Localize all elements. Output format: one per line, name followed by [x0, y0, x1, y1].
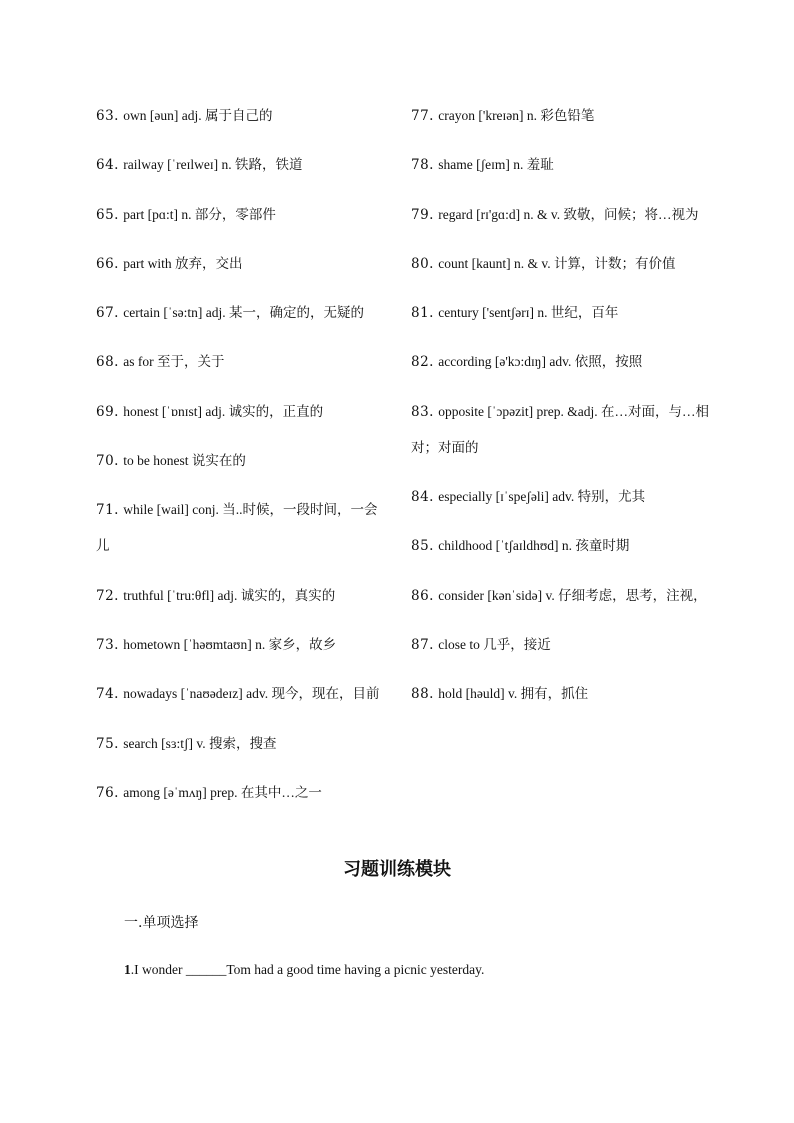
entry-text: own [əun] adj. 属于自己的 — [123, 108, 273, 123]
vocab-entry-65 — [96, 197, 386, 233]
entry-text: while [wail] conj. 当..时候，一段时间，一会儿 — [96, 502, 378, 554]
vocab-entry-71 — [96, 492, 386, 564]
entry-number: 76. — [96, 784, 119, 801]
vocab-entry-69 — [96, 394, 386, 430]
subsection-title: 一.单项选择 — [124, 915, 199, 931]
entry-number: 83. — [411, 403, 434, 420]
entry-number: 80. — [411, 255, 434, 272]
entry-number: 81. — [411, 305, 434, 322]
entry-number: 84. — [411, 489, 434, 506]
entry-number: 74. — [96, 686, 119, 703]
entry-number: 68. — [96, 354, 119, 371]
entry-text: shame [ʃeɪm] n. 羞耻 — [438, 157, 554, 173]
entry-number: 70. — [96, 453, 119, 470]
vocab-entry-85 — [411, 528, 711, 564]
entry-number: 66. — [96, 255, 119, 272]
vocab-entry-75 — [96, 726, 386, 762]
entry-text: as for 至于，关于 — [123, 354, 225, 370]
entry-text: railway [ˈreɪlweɪ] n. 铁路，铁道 — [123, 157, 303, 173]
vocab-entry-70 — [96, 443, 386, 479]
entry-number: 77. — [411, 108, 434, 124]
vocab-entry-76 — [96, 775, 386, 811]
entry-number: 79. — [411, 206, 434, 223]
entry-number: 85. — [411, 538, 434, 555]
entry-number: 63. — [96, 108, 119, 124]
vocab-entry-80 — [411, 246, 711, 282]
entry-number: 86. — [411, 587, 434, 604]
vocab-entry-68 — [96, 344, 386, 380]
vocab-entry-74 — [96, 676, 386, 712]
vocab-entry-81 — [411, 295, 711, 331]
entry-text: hometown [ˈhəʊmtaʊn] n. 家乡，故乡 — [123, 636, 337, 652]
entry-text: according [ə'kɔ:dɪŋ] adv. 依照，按照 — [438, 354, 643, 370]
vocab-entry-63 — [96, 98, 386, 134]
question-text: .I wonder ______Tom had a good time having a picnic yesterday. — [130, 962, 485, 977]
entry-text: hold [həuld] v. 拥有，抓住 — [438, 686, 589, 702]
vocab-entry-64 — [96, 147, 386, 183]
entry-text: childhood [ˈtʃaɪldhʊd] n. 孩童时期 — [438, 538, 630, 554]
entry-number: 69. — [96, 403, 119, 420]
question-number: 1 — [124, 962, 131, 977]
entry-text: certain [ˈsə:tn] adj. 某一，确定的，无疑的 — [123, 305, 364, 321]
entry-text: especially [ɪˈspeʃəli] adv. 特别，尤其 — [438, 489, 646, 505]
vocab-entry-79 — [411, 197, 711, 233]
entry-text: truthful [ˈtru:θfl] adj. 诚实的，真实的 — [123, 587, 336, 603]
entry-text: search [sɜ:tʃ] v. 搜索，搜查 — [123, 735, 277, 751]
entry-text: part with 放弃，交出 — [123, 255, 243, 271]
entry-text: century ['sentʃərɪ] n. 世纪，百年 — [438, 305, 619, 321]
entry-text: among [əˈmʌŋ] prep. 在其中…之一 — [123, 784, 322, 800]
entry-number: 64. — [96, 157, 119, 174]
entry-number: 87. — [411, 636, 434, 653]
entry-number: 75. — [96, 735, 119, 752]
vocab-entry-87 — [411, 627, 711, 663]
vocab-entry-83 — [411, 394, 711, 466]
vocab-list-left — [96, 98, 386, 824]
vocab-entry-77 — [411, 98, 711, 134]
entry-text: opposite [ˈɔpəzit] prep. &adj. 在…对面，与…相对；对面的 — [411, 403, 709, 455]
entry-number: 73. — [96, 636, 119, 653]
entry-number: 71. — [96, 502, 119, 519]
vocab-entry-66 — [96, 246, 386, 282]
vocab-entry-88 — [411, 676, 711, 712]
vocab-entry-78 — [411, 147, 711, 183]
entry-text: consider [kənˈsidə] v. 仔细考虑，思考，注视， — [438, 587, 707, 603]
entry-text: regard [rɪ'gɑ:d] n. & v. 致敬，问候；将…视为 — [438, 206, 699, 222]
vocab-entry-84 — [411, 479, 711, 515]
entry-text: nowadays [ˈnaʊədeɪz] adv. 现今，现在，目前 — [123, 686, 380, 702]
vocab-list-right — [411, 98, 711, 726]
vocab-entry-86 — [411, 578, 711, 614]
entry-number: 65. — [96, 206, 119, 223]
entry-number: 88. — [411, 686, 434, 703]
vocab-entry-73 — [96, 627, 386, 663]
vocab-entry-72 — [96, 578, 386, 614]
entry-text: part [pɑ:t] n. 部分，零部件 — [123, 206, 276, 222]
vocab-entry-82 — [411, 344, 711, 380]
entry-text: count [kaunt] n. & v. 计算，计数；有价值 — [438, 255, 676, 271]
entry-number: 72. — [96, 587, 119, 604]
entry-text: honest [ˈɒnɪst] adj. 诚实的，正直的 — [123, 403, 324, 419]
vocab-entry-67 — [96, 295, 386, 331]
entry-number: 82. — [411, 354, 434, 371]
entry-number: 78. — [411, 157, 434, 174]
section-title: 习题训练模块 — [343, 859, 451, 880]
question-item — [124, 962, 484, 978]
entry-text: close to 几乎，接近 — [438, 636, 551, 652]
entry-text: crayon ['kreɪən] n. 彩色铅笔 — [438, 108, 595, 123]
entry-number: 67. — [96, 305, 119, 322]
entry-text: to be honest 说实在的 — [123, 453, 246, 469]
